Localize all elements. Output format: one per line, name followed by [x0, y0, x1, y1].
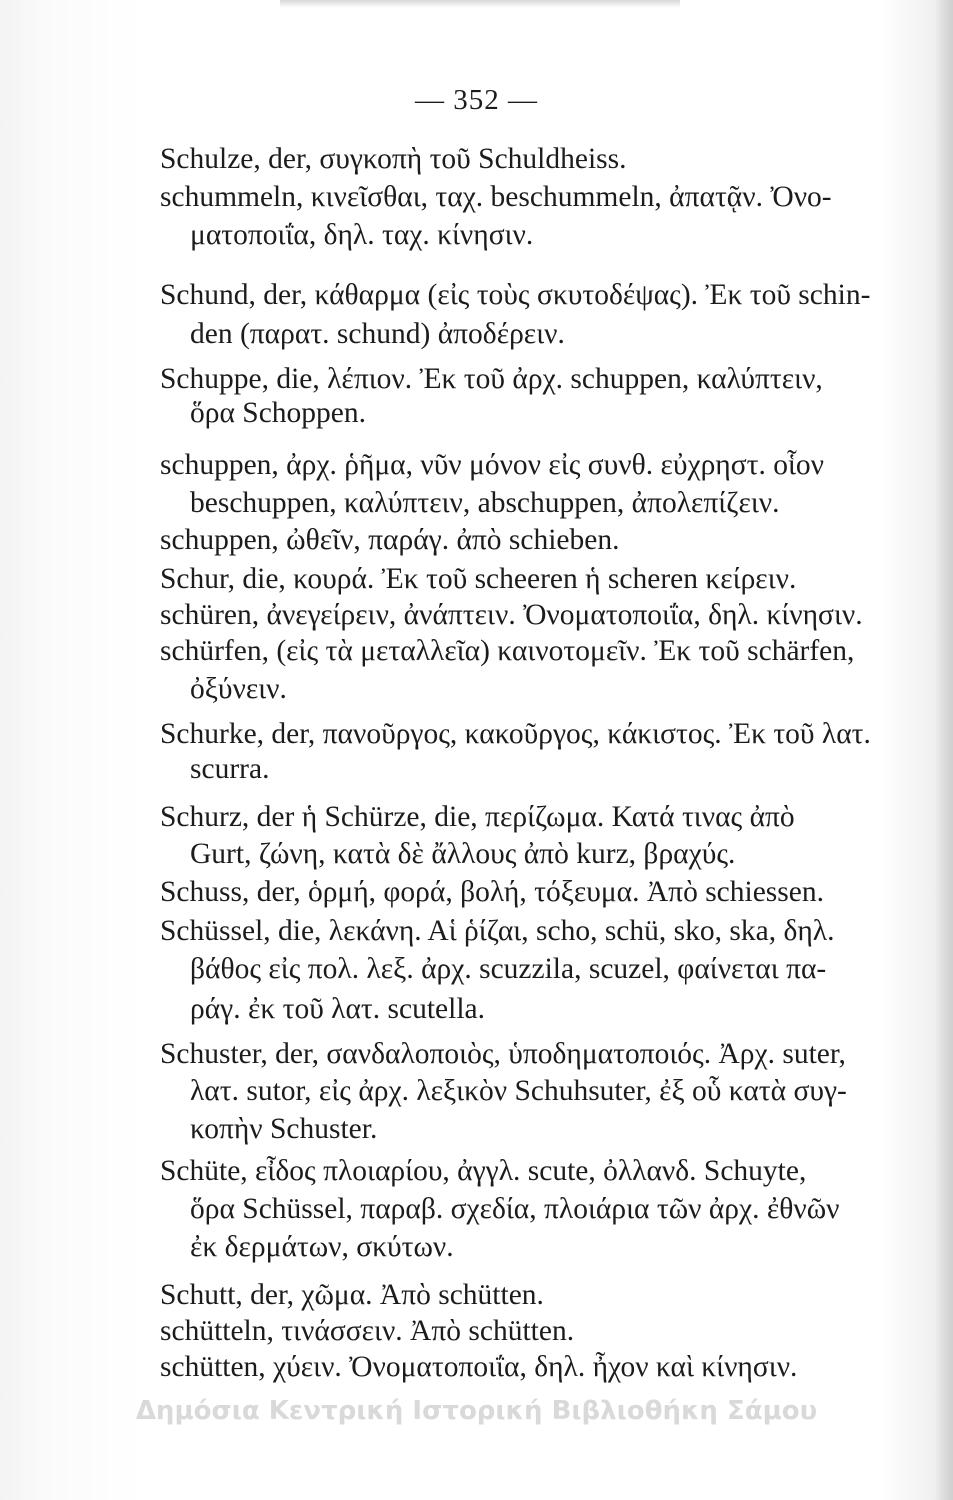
entry-line: den (παρατ. schund) ἀποδέρειν.: [190, 318, 565, 350]
entry-line: schuppen, ἀρχ. ῥῆμα, νῦν μόνον εἰς συνθ. εὐχρηστ. οἷον: [160, 449, 825, 481]
page-edge-shadow: [280, 0, 680, 8]
entry-line: schürfen, (εἰς τὰ μεταλλεῖα) καινοτομεῖν. Ἐκ τοῦ schärfen,: [160, 635, 855, 667]
entry-line: Gurt, ζώνη, κατὰ δὲ ἄλλους ἀπὸ kurz, βραχύς.: [190, 838, 736, 870]
entry-line: Schund, der, κάθαρμα (εἰς τοὺς σκυτοδέψας). Ἐκ τοῦ schin-: [160, 279, 871, 311]
entry-line: schütten, χύειν. Ὀνοματοποιΐα, δηλ. ἦχον καὶ κίνησιν.: [160, 1351, 798, 1383]
entry-line: beschuppen, καλύπτειν, abschuppen, ἀπολεπίζειν.: [190, 487, 780, 519]
entry-line: ματοποιΐα, δηλ. ταχ. κίνησιν.: [190, 219, 534, 251]
entry-line: Schurke, der, πανοῦργος, κακοῦργος, κάκιστος. Ἐκ τοῦ λατ.: [160, 718, 871, 750]
entry-line: schüren, ἀνεγείρειν, ἀνάπτειν. Ὀνοματοποιΐα, δηλ. κίνησιν.: [160, 599, 863, 631]
entry-line: κοπὴν Schuster.: [190, 1113, 378, 1145]
page-number: — 352 —: [415, 84, 538, 116]
entry-line: ὅρα Schüssel, παραβ. σχεδία, πλοιάρια τῶν ἀρχ. ἐθνῶν: [190, 1193, 840, 1225]
entry-line: ὀξύνειν.: [190, 673, 287, 705]
entry-line: Schutt, der, χῶμα. Ἀπὸ schütten.: [160, 1279, 544, 1311]
entry-line: Schulze, der, συγκοπὴ τοῦ Schuldheiss.: [160, 143, 627, 175]
entry-line: ράγ. ἐκ τοῦ λατ. scutella.: [190, 993, 486, 1025]
entry-line: Schuster, der, σανδαλοποιὸς, ὑποδηματοποιός. Ἀρχ. suter,: [160, 1038, 846, 1070]
entry-line: Schüte, εἶδος πλοιαρίου, ἀγγλ. scute, ὀλλανδ. Schuyte,: [160, 1155, 807, 1187]
entry-line: Schur, die, κουρά. Ἐκ τοῦ scheeren ἡ scheren κείρειν.: [160, 563, 797, 595]
entry-line: Schüssel, die, λεκάνη. Αἱ ῥίζαι, scho, schü, sko, ska, δηλ.: [160, 915, 835, 947]
entry-line: βάθος εἰς πολ. λεξ. ἀρχ. scuzzila, scuzel, φαίνεται πα-: [190, 953, 827, 985]
entry-line: ὅρα Schoppen.: [190, 397, 367, 429]
entry-line: λατ. sutor, εἰς ἀρχ. λεξικὸν Schuhsuter, ἐξ οὗ κατὰ συγ-: [190, 1075, 847, 1107]
entry-line: ἐκ δερμάτων, σκύτων.: [190, 1231, 454, 1263]
entry-line: Schuss, der, ὁρμή, φορά, βολή, τόξευμα. Ἀπὸ schiessen.: [160, 876, 824, 908]
entry-line: schummeln, κινεῖσθαι, ταχ. beschummeln, ἀπατᾷν. Ὀνο-: [160, 181, 832, 213]
entry-line: Schuppe, die, λέπιον. Ἐκ τοῦ ἀρχ. schuppen, καλύπτειν,: [160, 363, 823, 395]
entry-line: scurra.: [190, 753, 270, 785]
entry-line: Schurz, der ἡ Schürze, die, περίζωμα. Κατά τινας ἀπὸ: [160, 801, 795, 833]
entry-line: schuppen, ὠθεῖν, παράγ. ἀπὸ schieben.: [160, 524, 620, 556]
library-watermark: Δημόσια Κεντρική Ιστορική Βιβλιοθήκη Σάμου: [135, 1396, 818, 1426]
entry-line: schütteln, τινάσσειν. Ἀπὸ schütten.: [160, 1315, 575, 1347]
